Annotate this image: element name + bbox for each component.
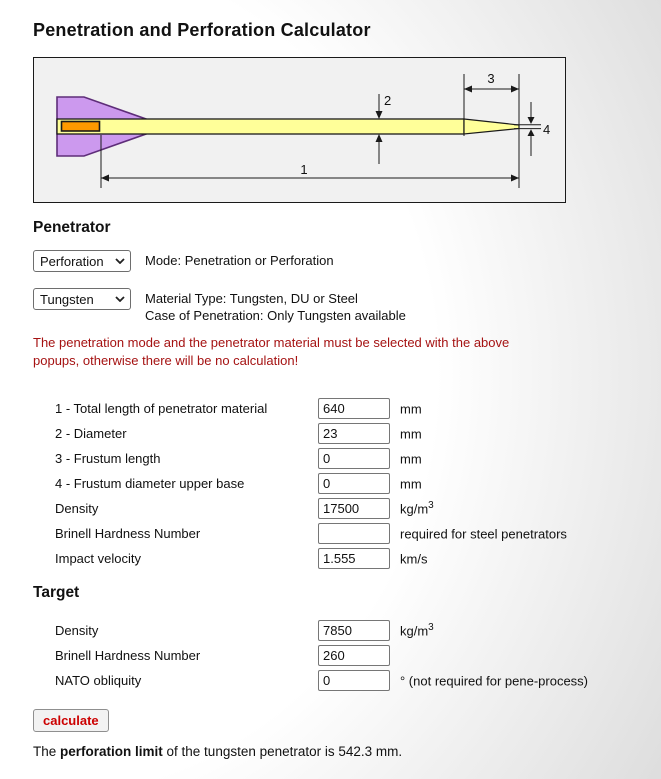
result-prefix: The	[33, 744, 61, 759]
mode-label: Mode: Penetration or Perforation	[145, 253, 334, 268]
penetrator-density-label: Density	[55, 501, 99, 516]
frustum-diameter-label: 4 - Frustum diameter upper base	[55, 476, 245, 491]
frustum-length-input[interactable]	[318, 448, 390, 469]
total-length-label: 1 - Total length of penetrator material	[55, 401, 268, 416]
frustum-diameter-unit: mm	[400, 476, 422, 492]
penetrator-density-input[interactable]	[318, 498, 390, 519]
nato-obliquity-label: NATO obliquity	[55, 673, 142, 688]
warning-line2: popups, otherwise there will be no calculation!	[33, 353, 299, 368]
nato-obliquity-unit: ° (not required for pene-process)	[400, 673, 589, 689]
rod-shape	[57, 119, 464, 134]
target-density-row	[33, 618, 588, 643]
mode-row	[33, 250, 334, 272]
impact-velocity-input[interactable]	[318, 548, 390, 569]
material-row	[33, 288, 406, 324]
penetrator-fields	[33, 396, 567, 571]
target-brinell-row	[33, 643, 588, 668]
penetrator-brinell-input[interactable]	[318, 523, 390, 544]
total-length-input[interactable]	[318, 398, 390, 419]
tracer-shape	[62, 122, 100, 132]
frustum-length-label: 3 - Frustum length	[55, 451, 161, 466]
material-label-line2: Case of Penetration: Only Tungsten available	[145, 308, 406, 323]
material-label-line1: Material Type: Tungsten, DU or Steel	[145, 291, 358, 306]
nato-obliquity-input[interactable]	[318, 670, 390, 691]
target-brinell-label: Brinell Hardness Number	[55, 648, 201, 663]
diameter-unit: mm	[400, 426, 422, 442]
target-brinell-input[interactable]	[318, 645, 390, 666]
penetrator-brinell-label: Brinell Hardness Number	[55, 526, 201, 541]
dim3-label: 3	[487, 71, 495, 86]
frustum-length-unit: mm	[400, 451, 422, 467]
dim4-label: 4	[543, 122, 551, 137]
material-label	[145, 288, 406, 324]
frustum-length-row	[33, 446, 567, 471]
target-density-unit: $kg/m^3$	[400, 622, 434, 639]
penetrator-density-row	[33, 496, 567, 521]
diameter-input[interactable]	[318, 423, 390, 444]
target-density-label: Density	[55, 623, 99, 638]
nose-shape	[464, 119, 519, 134]
warning-text	[33, 334, 509, 370]
target-density-input[interactable]	[318, 620, 390, 641]
diameter-label: 2 - Diameter	[55, 426, 127, 441]
diameter-row	[33, 421, 567, 446]
total-length-row	[33, 396, 567, 421]
impact-velocity-row	[33, 546, 567, 571]
penetrator-heading: Penetrator	[33, 219, 111, 236]
penetrator-diagram	[34, 58, 565, 202]
target-heading: Target	[33, 584, 80, 601]
dim2-label: 2	[384, 93, 392, 108]
nato-obliquity-row	[33, 668, 588, 693]
frustum-diameter-input[interactable]	[318, 473, 390, 494]
frustum-diameter-row	[33, 471, 567, 496]
result-suffix: of the tungsten penetrator is 542.3 mm.	[162, 744, 403, 759]
calculate-button-wrap	[33, 709, 109, 732]
page-title: Penetration and Perforation Calculator	[33, 20, 371, 40]
calculate-button[interactable]: calculate	[33, 709, 109, 732]
mode-select[interactable]	[33, 250, 131, 272]
impact-velocity-label: Impact velocity	[55, 551, 141, 566]
penetrator-brinell-row	[33, 521, 567, 546]
penetrator-diagram-box	[33, 57, 566, 203]
dim1-label: 1	[300, 162, 308, 177]
result-text	[33, 744, 402, 759]
material-select[interactable]	[33, 288, 131, 310]
impact-velocity-unit: km/s	[400, 551, 428, 567]
total-length-unit: mm	[400, 401, 422, 417]
warning-line1: The penetration mode and the penetrator material must be selected with the above	[33, 335, 510, 350]
penetrator-density-unit: $kg/m^3$	[400, 500, 434, 517]
result-bold: perforation limit	[60, 744, 163, 759]
target-fields	[33, 618, 588, 693]
penetrator-brinell-note: required for steel penetrators	[400, 526, 567, 542]
